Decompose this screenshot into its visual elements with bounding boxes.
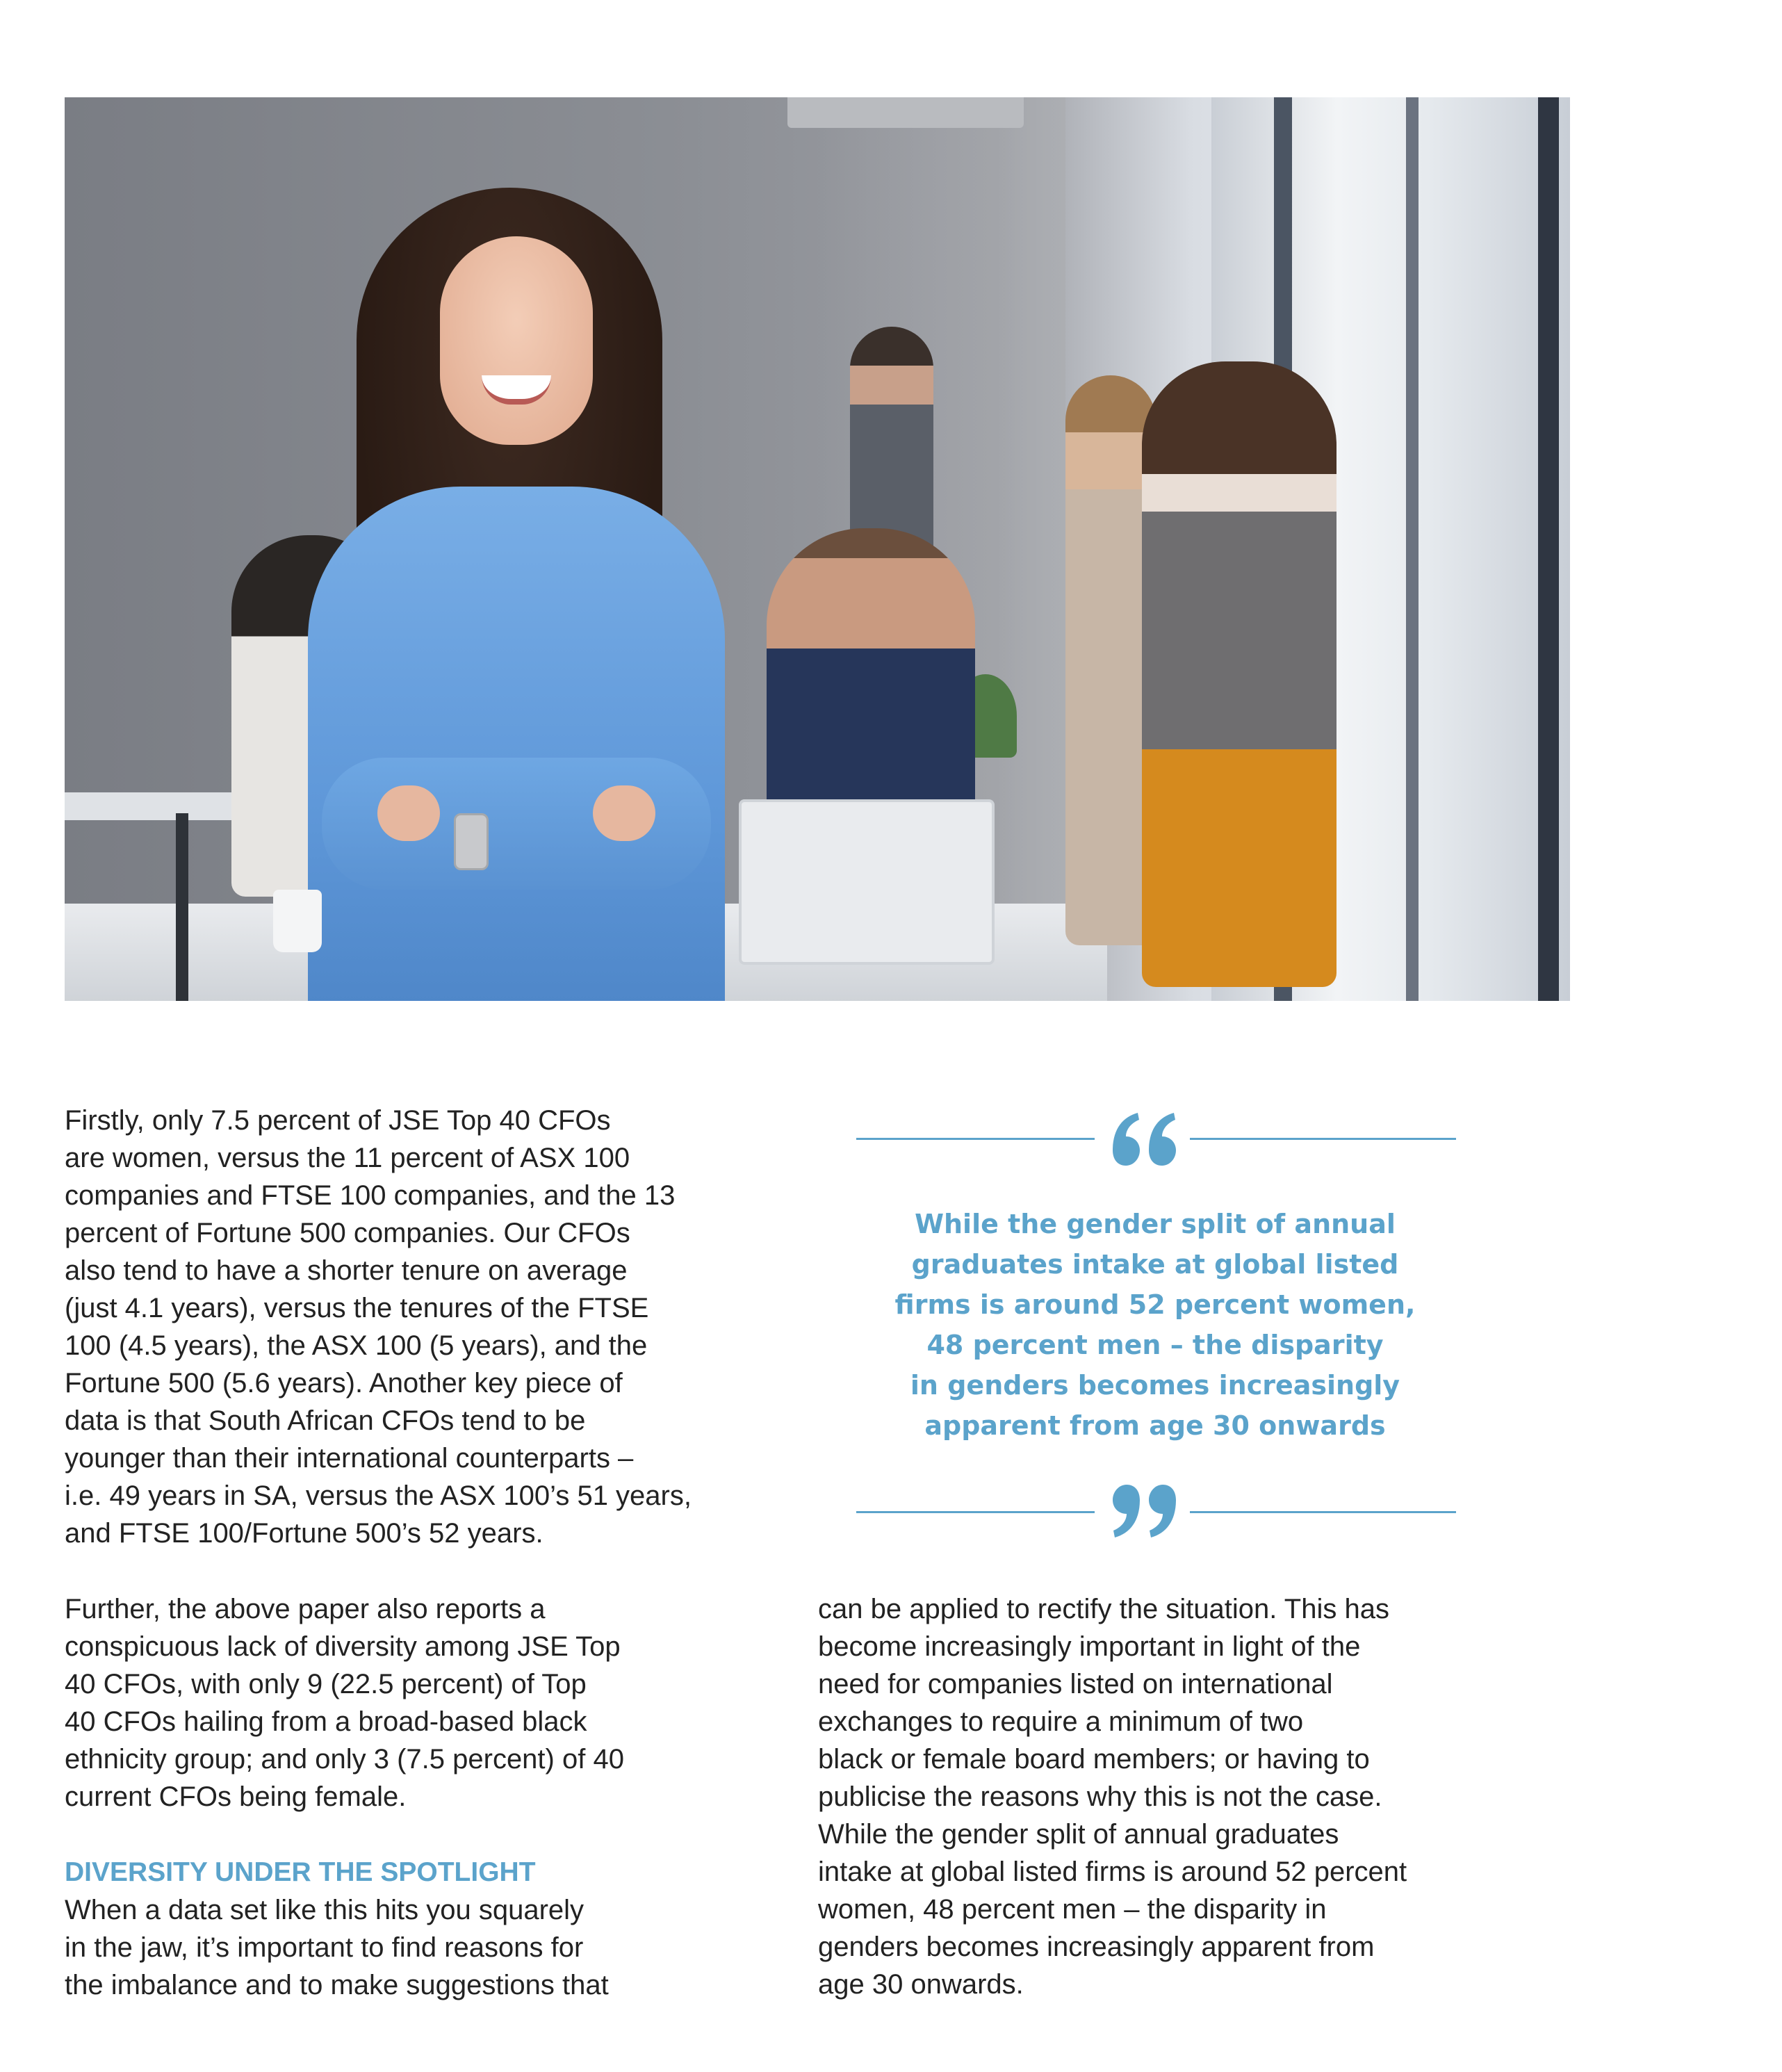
woman-blue-shirt: [308, 487, 725, 1001]
pull-quote-text: While the gender split of annual graduates intake at global listed firms is around 52 percent women, 48 percent men – the disparity in genders becomes increasingly apparent from age 30 onwards: [894, 1209, 1416, 1441]
paragraph-rectify: can be applied to rectify the situation. This has become increasingly important in light of the need for companies listed on international exchanges to require a minimum of two black or female board members; or having to publicise the reasons why this is not the case. While the gender split of annual graduates intake at global listed firms is around 52 percent women, 48 percent men – the disparity in genders becomes increasingly apparent from age 30 onwards.: [818, 1594, 1407, 2000]
article-column-left: [65, 1590, 787, 1816]
open-quote-icon: [1107, 1109, 1184, 1171]
section-subheading: DIVERSITY UNDER THE SPOTLIGHT: [65, 1857, 536, 1887]
article-column-left: [65, 1102, 787, 1552]
quote-divider: [856, 1138, 1095, 1140]
close-quote-icon: [1107, 1479, 1184, 1542]
hand: [593, 785, 655, 841]
quote-divider: [856, 1511, 1095, 1513]
article-column-left: [65, 1854, 787, 2004]
quote-divider: [1190, 1511, 1456, 1513]
laptop: [739, 799, 995, 965]
paragraph-cfo-statistics: Firstly, only 7.5 percent of JSE Top 40 CFOs are women, versus the 11 percent of ASX 100 companies and FTSE 100 companies, and the 13 percent of Fortune 500 companies. Our CFOs also tend to have a shorter tenure on average (just 4.1 years), versus the tenures of the FTSE 100 (4.5 years), the ASX 100 (5 years), and the Fortune 500 (5.6 years). Another key piece of data is that South African CFOs tend to be younger than their international counterparts – i.e. 49 years in SA, versus the ASX 100’s 51 years, and FTSE 100/Fortune 500’s 52 years.: [65, 1105, 692, 1549]
standing-colleague-with-tablet: [1142, 361, 1336, 987]
quote-divider: [1190, 1138, 1456, 1140]
hero-photo: [65, 97, 1570, 1001]
desk-leg: [176, 813, 188, 1001]
wristwatch: [454, 813, 489, 870]
woman-face: [440, 236, 593, 445]
hand: [377, 785, 440, 841]
window-frame: [1538, 97, 1559, 1001]
paragraph-diversity-lack: Further, the above paper also reports a conspicuous lack of diversity among JSE Top 40 CFOs, with only 9 (22.5 percent) of Top 40 CFOs hailing from a broad-based black ethnicity group; and only 3 (7.5 percent) of 40 current CFOs being female.: [65, 1594, 624, 1812]
ceiling-vent: [787, 97, 1024, 128]
window-frame: [1406, 97, 1419, 1001]
article-column-right: [818, 1590, 1596, 2003]
paragraph-data-set: When a data set like this hits you squarely in the jaw, it’s important to find reasons for the imbalance and to make suggestions that: [65, 1895, 609, 2000]
coffee-cup: [273, 890, 322, 952]
